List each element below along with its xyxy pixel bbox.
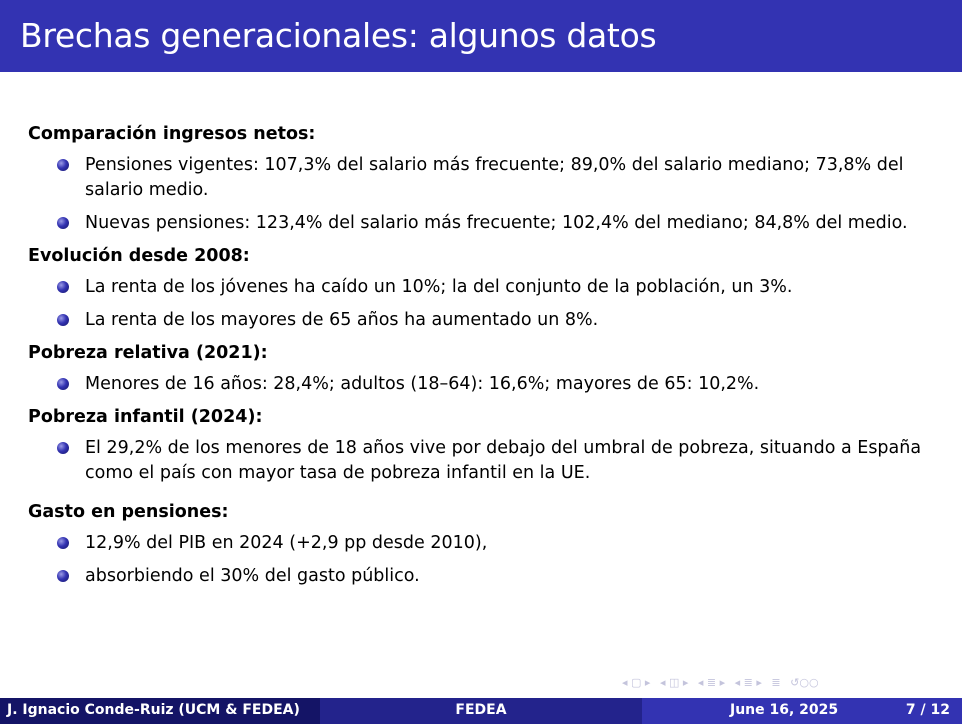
section-heading-evolucion: Evolución desde 2008:	[28, 246, 250, 266]
footer-author: J. Ignacio Conde-Ruiz (UCM & FEDEA)	[0, 698, 320, 724]
list-item	[28, 531, 928, 556]
bullet-icon	[57, 442, 69, 454]
list-item-text: El 29,2% de los menores de 18 años vive por debajo del umbral de pobreza, situando a España como el país con mayor tasa de pobreza infantil en la UE.	[85, 438, 922, 483]
footer-date: June 16, 2025	[730, 702, 839, 718]
list-item-text: La renta de los mayores de 65 años ha aumentado un 8%.	[85, 310, 599, 330]
footer-date-page	[642, 698, 962, 724]
section-list-ingresos	[28, 153, 928, 236]
section-list-pobreza-infantil	[28, 436, 928, 486]
nav-toc-icon[interactable]: ≣	[771, 676, 781, 689]
list-item	[28, 436, 928, 486]
list-item-text: Nuevas pensiones: 123,4% del salario más frecuente; 102,4% del mediano; 84,8% del medio.	[85, 213, 908, 233]
list-item	[28, 564, 928, 589]
list-item	[28, 308, 928, 333]
bullet-icon	[57, 570, 69, 582]
list-item-text: Menores de 16 años: 28,4%; adultos (18–64): 16,6%; mayores de 65: 10,2%.	[85, 374, 760, 394]
list-item-text: Pensiones vigentes: 107,3% del salario más frecuente; 89,0% del salario mediano; 73,8% del salario medio.	[85, 155, 904, 200]
bullet-icon	[57, 217, 69, 229]
section-list-gasto	[28, 531, 928, 589]
nav-prev-subsection-icon[interactable]: ◂ ◫ ▸	[659, 676, 689, 689]
section-heading-pobreza-relativa: Pobreza relativa (2021):	[28, 343, 268, 363]
section-heading-pobreza-infantil: Pobreza infantil (2024):	[28, 407, 263, 427]
beamer-navigation	[622, 676, 825, 692]
slide-title: Brechas generacionales: algunos datos	[0, 0, 962, 72]
nav-prev-section-icon[interactable]: ◂ ≣ ▸	[697, 676, 726, 689]
list-item-text: absorbiendo el 30% del gasto público.	[85, 566, 420, 586]
bullet-icon	[57, 281, 69, 293]
list-item	[28, 275, 928, 300]
bullet-icon	[57, 537, 69, 549]
slide-content	[28, 118, 928, 597]
footer-institution: FEDEA	[320, 698, 642, 724]
nav-search-icon[interactable]: ↺○○	[790, 676, 819, 689]
section-heading-ingresos: Comparación ingresos netos:	[28, 124, 316, 144]
list-item	[28, 211, 928, 236]
list-item-text: La renta de los jóvenes ha caído un 10%; la del conjunto de la población, un 3%.	[85, 277, 793, 297]
slide-footer	[0, 698, 962, 724]
section-heading-gasto: Gasto en pensiones:	[28, 502, 229, 522]
nav-next-section-icon[interactable]: ◂ ≣ ▸	[734, 676, 762, 689]
bullet-icon	[57, 314, 69, 326]
nav-prev-frame-icon[interactable]: ◂ ▢ ▸	[622, 676, 651, 689]
bullet-icon	[57, 378, 69, 390]
section-list-pobreza-relativa	[28, 372, 928, 397]
list-item-text: 12,9% del PIB en 2024 (+2,9 pp desde 2010),	[85, 533, 488, 553]
bullet-icon	[57, 159, 69, 171]
section-list-evolucion	[28, 275, 928, 333]
footer-page-number: 7 / 12	[905, 702, 950, 718]
list-item	[28, 153, 928, 203]
list-item	[28, 372, 928, 397]
